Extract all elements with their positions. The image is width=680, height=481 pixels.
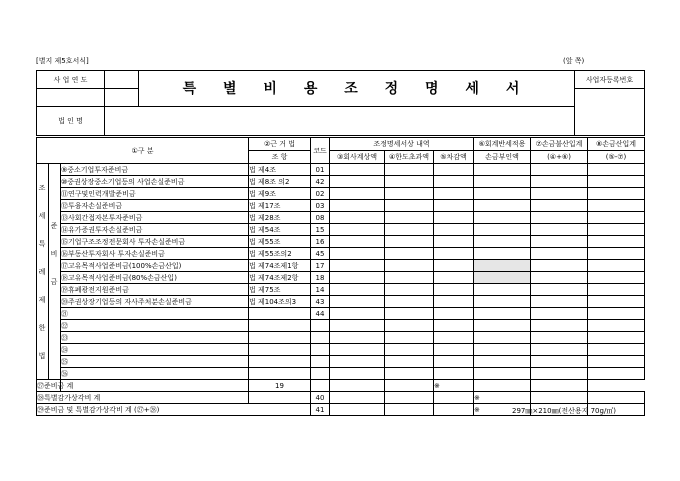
value-cell[interactable] [531, 176, 588, 188]
value-cell[interactable] [330, 296, 385, 308]
side-char: 특 [38, 240, 46, 248]
value-cell[interactable] [531, 356, 588, 368]
header-table [36, 70, 645, 136]
side-char: 비 [50, 250, 58, 258]
value-cell[interactable] [385, 308, 434, 320]
fiscal-year-value[interactable] [105, 71, 139, 89]
value-cell[interactable] [330, 164, 385, 176]
row-law: 법 제28조 [249, 212, 311, 224]
value-cell[interactable] [385, 260, 434, 272]
col5: ⑤차감액 [434, 151, 474, 164]
table-row [37, 176, 645, 188]
value-cell[interactable] [474, 212, 531, 224]
value-cell[interactable] [588, 356, 645, 368]
value-cell[interactable] [474, 356, 531, 368]
table-row [37, 260, 645, 272]
value-cell[interactable] [588, 176, 645, 188]
value-cell[interactable] [474, 368, 531, 380]
value-cell[interactable] [385, 200, 434, 212]
row-law [249, 368, 311, 380]
row-law [249, 356, 311, 368]
value-cell[interactable] [385, 164, 434, 176]
row-code [311, 344, 330, 356]
value-cell[interactable] [531, 212, 588, 224]
total-row [37, 392, 645, 404]
row-code: 02 [311, 188, 330, 200]
fiscal-year-label: 사 업 연 도 [37, 71, 105, 89]
value-cell[interactable] [588, 200, 645, 212]
side-char: 조 [38, 184, 46, 192]
table-row [37, 332, 645, 344]
col6-line1: ⑥회계반세적용 [474, 138, 531, 151]
page-side-note: (앞 쪽) [563, 57, 585, 65]
total-mark[interactable]: ※ [434, 380, 474, 392]
value-cell[interactable] [330, 224, 385, 236]
row-law: 법 제75조 [249, 284, 311, 296]
value-cell[interactable] [385, 380, 434, 392]
row-law: 법 제54조 [249, 224, 311, 236]
col6-line2: 손금부인액 [474, 151, 531, 164]
value-cell[interactable] [588, 308, 645, 320]
main-table [36, 137, 645, 416]
total-code: 40 [311, 392, 330, 404]
value-cell[interactable] [531, 332, 588, 344]
row-code: 44 [311, 308, 330, 320]
value-cell[interactable] [588, 296, 645, 308]
value-cell[interactable] [385, 344, 434, 356]
col7-line2: (④+⑥) [531, 151, 588, 164]
row-code: 16 [311, 236, 330, 248]
value-cell[interactable] [434, 260, 474, 272]
total-law [61, 380, 249, 392]
col-legal-basis-2: 조 항 [249, 151, 311, 164]
value-cell[interactable] [385, 272, 434, 284]
value-cell[interactable] [385, 284, 434, 296]
value-cell[interactable] [434, 176, 474, 188]
col4: ④한도초과액 [385, 151, 434, 164]
row-code: 42 [311, 176, 330, 188]
value-cell[interactable] [588, 164, 645, 176]
row-item: ㉓ [61, 332, 249, 344]
row-code [311, 320, 330, 332]
value-cell[interactable] [588, 344, 645, 356]
value-cell[interactable] [531, 284, 588, 296]
value-cell[interactable] [434, 320, 474, 332]
value-cell[interactable] [531, 308, 588, 320]
table-row [37, 224, 645, 236]
row-item: ㉑ [61, 308, 249, 320]
fiscal-year-from[interactable] [37, 89, 105, 107]
value-cell[interactable] [385, 212, 434, 224]
table-row [37, 164, 645, 176]
value-cell[interactable] [330, 212, 385, 224]
corp-name-value[interactable] [105, 107, 575, 136]
value-cell[interactable] [434, 296, 474, 308]
value-cell[interactable] [588, 260, 645, 272]
value-cell[interactable] [588, 248, 645, 260]
table-row [37, 272, 645, 284]
value-cell[interactable] [330, 404, 385, 416]
row-item: ⑪연구및인력개발준비금 [61, 188, 249, 200]
value-cell[interactable] [531, 392, 588, 404]
table-row [37, 248, 645, 260]
row-code: 08 [311, 212, 330, 224]
value-cell[interactable] [531, 236, 588, 248]
table-row [37, 344, 645, 356]
row-law: 법 제9조 [249, 188, 311, 200]
value-cell[interactable] [531, 368, 588, 380]
value-cell[interactable] [434, 188, 474, 200]
value-cell[interactable] [531, 380, 588, 392]
row-law: 법 제104조의3 [249, 296, 311, 308]
row-code: 01 [311, 164, 330, 176]
value-cell[interactable] [330, 188, 385, 200]
value-cell[interactable] [474, 380, 531, 392]
total-row [37, 380, 645, 392]
col-legal-basis-1: ②근 거 법 [249, 138, 311, 151]
value-cell[interactable] [385, 236, 434, 248]
value-cell[interactable] [588, 284, 645, 296]
value-cell[interactable] [531, 164, 588, 176]
value-cell[interactable] [531, 320, 588, 332]
value-cell[interactable] [330, 380, 385, 392]
value-cell[interactable] [434, 332, 474, 344]
value-cell[interactable] [330, 320, 385, 332]
row-code [311, 368, 330, 380]
value-cell[interactable] [474, 188, 531, 200]
value-cell[interactable] [330, 272, 385, 284]
value-cell[interactable] [474, 164, 531, 176]
value-cell[interactable] [474, 344, 531, 356]
row-law [249, 320, 311, 332]
row-item: ⑩중권상장중소기업등의 사업손실준비금 [61, 176, 249, 188]
value-cell[interactable] [385, 176, 434, 188]
total-code: 41 [311, 404, 330, 416]
row-code: 43 [311, 296, 330, 308]
value-cell[interactable] [474, 308, 531, 320]
business-reg-label: 사업자등록번호 [575, 71, 645, 89]
value-cell[interactable] [434, 200, 474, 212]
value-cell[interactable] [474, 176, 531, 188]
side-char: 례 [38, 268, 46, 276]
row-code: 03 [311, 200, 330, 212]
total-code: 19 [249, 380, 311, 392]
row-code: 17 [311, 260, 330, 272]
total-label: ㉗준비금 계 [37, 381, 74, 390]
value-cell[interactable] [330, 344, 385, 356]
side-char: 준 [50, 222, 58, 230]
row-law [249, 308, 311, 320]
table-row [37, 356, 645, 368]
table-row [37, 296, 645, 308]
value-cell[interactable] [474, 236, 531, 248]
value-cell[interactable] [474, 284, 531, 296]
row-law: 법 제8조 의2 [249, 176, 311, 188]
row-item: ⑭유가증권투자손실준비금 [61, 224, 249, 236]
side-label-tax-law [36, 163, 48, 379]
value-cell[interactable] [474, 224, 531, 236]
value-cell[interactable] [330, 248, 385, 260]
side-label-reserves [48, 163, 60, 379]
row-item: ⑨중소기업투자준비금 [61, 164, 249, 176]
value-cell[interactable] [588, 368, 645, 380]
col-code: 코드 [311, 138, 330, 164]
business-reg-value[interactable] [575, 89, 645, 136]
value-cell[interactable] [434, 308, 474, 320]
col7-line1: ⑦손금불산입계 [531, 138, 588, 151]
table-row [37, 200, 645, 212]
value-cell[interactable] [330, 392, 385, 404]
value-cell[interactable] [474, 260, 531, 272]
value-cell[interactable] [330, 284, 385, 296]
row-law: 법 제55조 [249, 236, 311, 248]
value-cell[interactable] [474, 248, 531, 260]
value-cell[interactable] [588, 188, 645, 200]
row-item: ⑮기업구조조정전문회사 투자손실준비금 [61, 236, 249, 248]
row-code [311, 332, 330, 344]
table-row [37, 236, 645, 248]
value-cell[interactable] [588, 320, 645, 332]
value-cell[interactable] [531, 344, 588, 356]
form-title: 특 별 비 용 조 정 명 세 서 [139, 71, 575, 107]
side-char: 제 [38, 296, 46, 304]
value-cell[interactable] [588, 272, 645, 284]
value-cell[interactable] [531, 248, 588, 260]
value-cell[interactable] [531, 296, 588, 308]
value-cell[interactable] [385, 320, 434, 332]
value-cell[interactable] [531, 272, 588, 284]
value-cell[interactable] [434, 392, 474, 404]
col3: ③회사계상액 [330, 151, 385, 164]
value-cell[interactable] [385, 356, 434, 368]
value-cell[interactable] [588, 332, 645, 344]
total-mark[interactable]: ※ [474, 392, 531, 404]
row-code [311, 356, 330, 368]
value-cell[interactable] [434, 236, 474, 248]
value-cell[interactable] [474, 320, 531, 332]
paper-spec-footer: 297㎜×210㎜(전산용지 70g/㎡) [512, 407, 617, 415]
row-item: ⑲휴폐광전지원준비금 [61, 284, 249, 296]
value-cell[interactable] [330, 260, 385, 272]
row-item: ⑰고유목적사업준비금(100%손금산입) [61, 260, 249, 272]
value-cell[interactable] [531, 260, 588, 272]
value-cell[interactable] [474, 296, 531, 308]
value-cell[interactable] [474, 200, 531, 212]
value-cell[interactable] [531, 224, 588, 236]
value-cell[interactable] [330, 236, 385, 248]
value-cell[interactable] [531, 200, 588, 212]
table-row [37, 284, 645, 296]
value-cell[interactable] [330, 368, 385, 380]
table-row [37, 308, 645, 320]
value-cell[interactable] [434, 356, 474, 368]
value-cell[interactable] [588, 236, 645, 248]
table-row [37, 320, 645, 332]
value-cell[interactable] [434, 212, 474, 224]
row-item: ㉖ [61, 368, 249, 380]
col-category: ①구 분 [37, 138, 249, 164]
value-cell[interactable] [434, 224, 474, 236]
row-law [249, 344, 311, 356]
data-rows [37, 164, 645, 380]
value-cell[interactable] [330, 308, 385, 320]
row-law: 법 제74조제1항 [249, 260, 311, 272]
row-law: 법 제4조 [249, 164, 311, 176]
side-char: 법 [38, 352, 46, 360]
row-law: 법 제55조의2 [249, 248, 311, 260]
row-item: ㉔ [61, 344, 249, 356]
table-row [37, 188, 645, 200]
value-cell[interactable] [385, 404, 434, 416]
row-law [249, 332, 311, 344]
value-cell[interactable] [474, 272, 531, 284]
row-item: ⑱고유목적사업준비금(80%손금산입) [61, 272, 249, 284]
value-cell[interactable] [434, 164, 474, 176]
value-cell[interactable] [588, 392, 645, 404]
row-law: 법 제17조 [249, 200, 311, 212]
value-cell[interactable] [385, 224, 434, 236]
table-row [37, 212, 645, 224]
row-item: ⑯부동산투자회사 투자손실준비금 [61, 248, 249, 260]
row-code: 18 [311, 272, 330, 284]
total-label: ㉙준비금 및 특별감가상각비 계 (㉗+㉘) [37, 404, 311, 416]
value-cell[interactable] [434, 344, 474, 356]
total-law [249, 392, 311, 404]
total-label: ㉘특별감가상각비 계 [37, 392, 249, 404]
row-code: 14 [311, 284, 330, 296]
value-cell[interactable] [385, 332, 434, 344]
value-cell[interactable] [330, 176, 385, 188]
value-cell[interactable] [474, 332, 531, 344]
value-cell[interactable] [385, 392, 434, 404]
value-cell[interactable] [434, 368, 474, 380]
row-item: ㉒ [61, 320, 249, 332]
value-cell[interactable] [330, 200, 385, 212]
row-law: 법 제74조제2항 [249, 272, 311, 284]
side-char: 금 [50, 278, 58, 286]
row-item: ⑬사회간접자본투자준비금 [61, 212, 249, 224]
side-char: 한 [38, 324, 46, 332]
value-cell[interactable] [434, 284, 474, 296]
value-cell[interactable] [385, 296, 434, 308]
value-cell[interactable] [434, 248, 474, 260]
value-cell[interactable] [330, 332, 385, 344]
form-number: [별지 제5호서식] [36, 57, 89, 65]
side-char: 세 [38, 212, 46, 220]
value-cell[interactable] [311, 380, 330, 392]
row-item: ㉕ [61, 356, 249, 368]
value-cell[interactable] [385, 368, 434, 380]
fiscal-year-to[interactable] [105, 89, 139, 107]
value-cell[interactable] [588, 212, 645, 224]
row-code: 45 [311, 248, 330, 260]
corp-name-label: 법 인 명 [37, 107, 105, 136]
value-cell[interactable] [531, 188, 588, 200]
value-cell[interactable] [385, 248, 434, 260]
value-cell[interactable] [385, 188, 434, 200]
row-item: ⑳주권상장기업등의 자사주처분손실준비금 [61, 296, 249, 308]
value-cell[interactable] [588, 224, 645, 236]
value-cell[interactable] [434, 404, 474, 416]
col-adjustment-group: 조정명세서상 내역 [330, 138, 474, 151]
row-code: 15 [311, 224, 330, 236]
col8-line1: ⑧손금산입계 [588, 138, 645, 151]
value-cell[interactable] [434, 272, 474, 284]
table-row [37, 368, 645, 380]
row-item: ⑫투융자손실준비금 [61, 200, 249, 212]
total-mark[interactable]: ※ [474, 404, 531, 416]
col8-line2: (⑤-⑦) [588, 151, 645, 164]
value-cell[interactable] [330, 356, 385, 368]
